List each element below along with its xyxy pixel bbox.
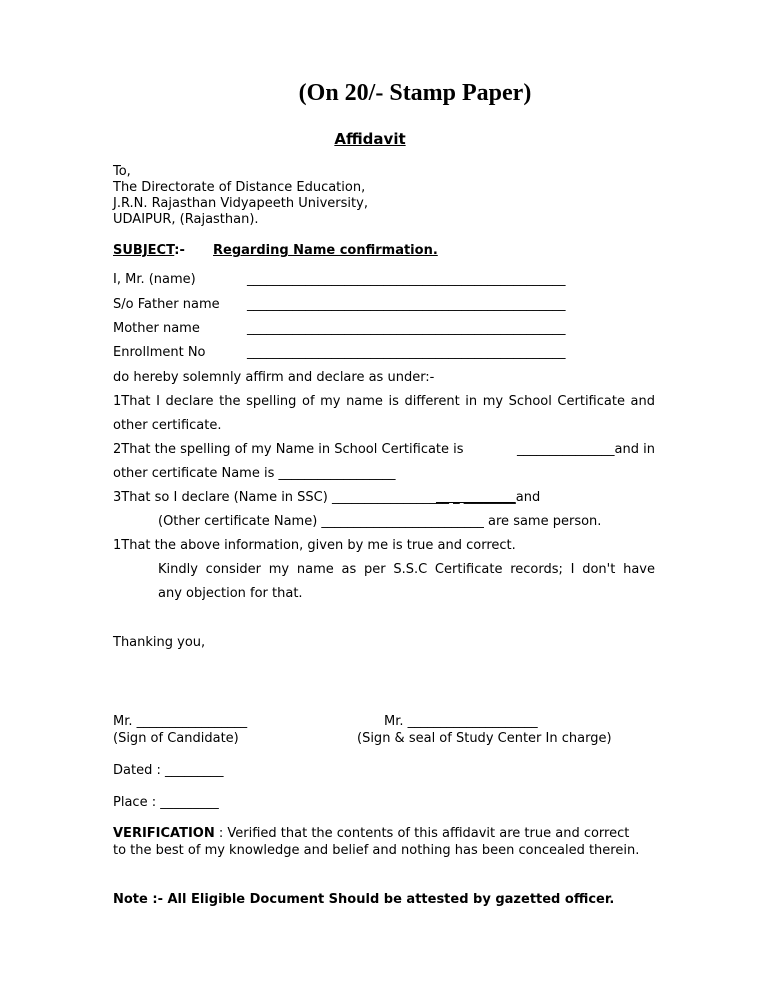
address-line: To, bbox=[113, 164, 131, 179]
address-line: J.R.N. Rajasthan Vidyapeeth University, bbox=[113, 196, 368, 211]
verification-line-2: to the best of my knowledge and belief and nothing has been concealed therein. bbox=[113, 843, 640, 858]
address-line: UDAIPUR, (Rajasthan). bbox=[113, 212, 259, 227]
paragraph-2-line-2: other certificate Name is __________________ bbox=[113, 466, 396, 481]
field-blank-name: _________________________________________________ bbox=[247, 272, 566, 287]
affidavit-title: Affidavit bbox=[334, 130, 406, 148]
subject-text: Regarding Name confirmation. bbox=[213, 243, 438, 258]
field-blank-enrollment-no: _________________________________________________ bbox=[247, 345, 566, 360]
field-label-enrollment-no: Enrollment No bbox=[113, 345, 206, 360]
field-label-name: I, Mr. (name) bbox=[113, 272, 196, 287]
paragraph-3-line-1 bbox=[113, 490, 540, 506]
subject-label: SUBJECT bbox=[113, 243, 175, 258]
paragraph-2-line-1 bbox=[113, 442, 655, 458]
paragraph-4-line-1: 1That the above information, given by me is true and correct. bbox=[113, 538, 516, 553]
paragraph-1-line-2: other certificate. bbox=[113, 418, 222, 433]
field-blank-father-name: _________________________________________________ bbox=[247, 297, 566, 312]
paragraph-4-line-2: Kindly consider my name as per S.S.C Certificate records; I don't have bbox=[158, 562, 655, 577]
address-line: The Directorate of Distance Education, bbox=[113, 180, 366, 195]
verification-text: : Verified that the contents of this affidavit are true and correct bbox=[214, 826, 630, 841]
paragraph-2-text: 2That the spelling of my Name in School Certificate is bbox=[113, 442, 464, 457]
school-name-blank: _______________ bbox=[517, 442, 615, 457]
address-block bbox=[113, 164, 368, 228]
thanking-you: Thanking you, bbox=[113, 635, 206, 650]
field-blank-mother-name: _________________________________________________ bbox=[247, 321, 566, 336]
paragraph-4-line-3: any objection for that. bbox=[158, 586, 303, 601]
verification-line-1 bbox=[113, 826, 629, 842]
declaration-intro: do hereby solemnly affirm and declare as under:- bbox=[113, 370, 435, 385]
attestation-note: Note :- All Eligible Document Should be attested by gazetted officer. bbox=[113, 892, 615, 907]
paragraph-3-text: 3That so I declare (Name in SSC) ________________ bbox=[113, 490, 436, 505]
field-label-father-name: S/o Father name bbox=[113, 297, 220, 312]
paragraph-1-line-1: 1That I declare the spelling of my name is different in my School Certificate and bbox=[113, 394, 655, 409]
place-field: Place : _________ bbox=[113, 795, 219, 810]
paragraph-3-and: and bbox=[515, 490, 541, 505]
verification-label: VERIFICATION bbox=[113, 826, 215, 841]
field-label-mother-name: Mother name bbox=[113, 321, 200, 336]
paragraph-3-line-2: (Other certificate Name) _________________________ are same person. bbox=[158, 514, 602, 529]
candidate-signature-line: Mr. _________________ bbox=[113, 714, 248, 729]
candidate-signature-caption: (Sign of Candidate) bbox=[113, 731, 239, 746]
dated-field: Dated : _________ bbox=[113, 763, 224, 778]
study-center-signature-line: Mr. ____________________ bbox=[384, 714, 538, 729]
subject-suffix: :- bbox=[174, 243, 185, 258]
study-center-signature-caption: (Sign & seal of Study Center In charge) bbox=[357, 731, 612, 746]
subject-line bbox=[113, 243, 185, 259]
ssc-name-blank: __ _ ________ bbox=[435, 490, 516, 505]
paragraph-2-and-in: and in bbox=[614, 442, 655, 457]
stamp-paper-note: (On 20/- Stamp Paper) bbox=[298, 80, 532, 106]
paragraph-2-blank bbox=[517, 442, 655, 458]
